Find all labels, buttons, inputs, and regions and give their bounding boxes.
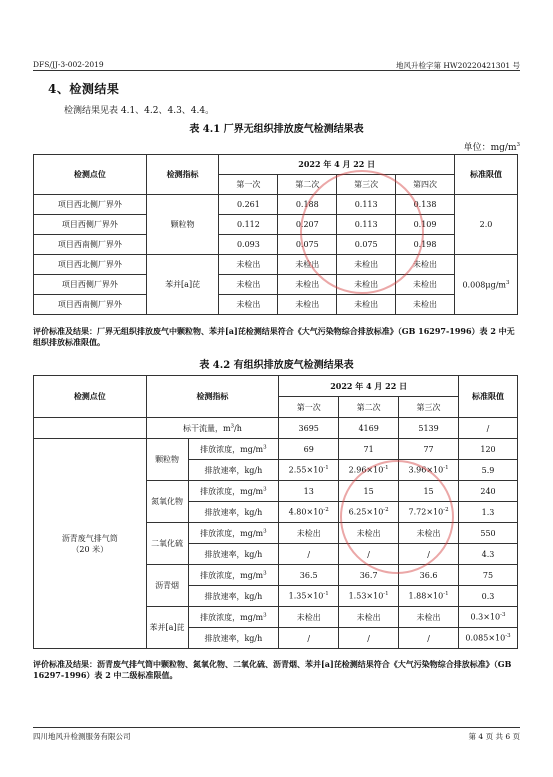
conc-label: 排放浓度，$mg/m^3$ bbox=[188, 565, 279, 586]
limit-cell: $0.085\times 10^{-3}$ bbox=[459, 628, 518, 649]
col-header-run: 第三次 bbox=[399, 397, 459, 418]
point-cell-blank bbox=[34, 418, 147, 439]
rate-label: 排放速率，kg/h bbox=[188, 586, 279, 607]
value-cell: 未检出 bbox=[219, 275, 278, 295]
value-cell: 0.109 bbox=[396, 215, 455, 235]
value-cell: 未检出 bbox=[337, 295, 396, 315]
rate-label: 排放速率，kg/h bbox=[188, 544, 279, 565]
limit-cell: / bbox=[459, 418, 518, 439]
col-header-point: 检测点位 bbox=[34, 376, 147, 418]
value-cell: $3.96\times 10^{-1}$ bbox=[399, 460, 459, 481]
value-cell: $1.53\times 10^{-1}$ bbox=[339, 586, 399, 607]
limit-cell: 75 bbox=[459, 565, 518, 586]
value-cell: 4169 bbox=[339, 418, 399, 439]
value-cell: 未检出 bbox=[337, 255, 396, 275]
value-cell: 未检出 bbox=[396, 255, 455, 275]
point-cell: 项目西南侧厂界外 bbox=[34, 295, 147, 315]
point-cell: 项目西侧厂界外 bbox=[34, 215, 147, 235]
inspection-seal bbox=[340, 460, 454, 574]
section-title: 4、检测结果 bbox=[48, 82, 120, 96]
value-cell: $2.55\times 10^{-1}$ bbox=[279, 460, 339, 481]
value-cell: $6.25\times 10^{-2}$ bbox=[339, 502, 399, 523]
value-cell: 未检出 bbox=[278, 255, 337, 275]
conc-label: 排放浓度，$mg/m^3$ bbox=[188, 523, 279, 544]
value-cell: 0.207 bbox=[278, 215, 337, 235]
col-header-run: 第二次 bbox=[278, 175, 337, 195]
value-cell: 未检出 bbox=[219, 295, 278, 315]
col-header-run: 第二次 bbox=[339, 397, 399, 418]
pollutant-cell: 二氧化硫 bbox=[146, 523, 188, 565]
conc-label: 排放浓度，$mg/m^3$ bbox=[188, 481, 279, 502]
value-cell: 未检出 bbox=[278, 275, 337, 295]
value-cell: / bbox=[399, 628, 459, 649]
value-cell: $1.88\times 10^{-1}$ bbox=[399, 586, 459, 607]
item-cell: 苯并[a]芘 bbox=[146, 255, 219, 315]
rate-label: 排放速率，kg/h bbox=[188, 460, 279, 481]
limit-cell: 4.3 bbox=[459, 544, 518, 565]
point-cell: 项目西北侧厂界外 bbox=[34, 195, 147, 215]
value-cell: 0.261 bbox=[219, 195, 278, 215]
value-cell: 未检出 bbox=[337, 275, 396, 295]
value-cell: / bbox=[279, 544, 339, 565]
col-header-date: 2022 年 4 月 22 日 bbox=[219, 155, 455, 175]
pollutant-cell: 颗粒物 bbox=[146, 439, 188, 481]
value-cell: 36.5 bbox=[279, 565, 339, 586]
limit-cell: 0.3 bbox=[459, 586, 518, 607]
evaluation-text-2: 评价标准及结果：沥青废气排气筒中颗粒物、氮氧化物、二氧化硫、沥青烟、苯并[a]芘检测结果符合《大气污染物综合排放标准》（GB 16297-1996）表 2 中二级标准限值。 bbox=[33, 659, 512, 680]
limit-cell: 120 bbox=[459, 439, 518, 460]
col-header-item: 检测指标 bbox=[146, 155, 219, 195]
header-rule bbox=[33, 70, 520, 71]
value-cell: 未检出 bbox=[399, 523, 459, 544]
value-cell: 15 bbox=[399, 481, 459, 502]
pollutant-cell: 苯并[a]芘 bbox=[146, 607, 188, 649]
limit-cell: 1.3 bbox=[459, 502, 518, 523]
value-cell: 13 bbox=[279, 481, 339, 502]
point-cell: 沥青废气排气筒 （20 米） bbox=[34, 439, 147, 649]
value-cell: 未检出 bbox=[279, 523, 339, 544]
limit-cell: 550 bbox=[459, 523, 518, 544]
value-cell: 15 bbox=[339, 481, 399, 502]
col-header-point: 检测点位 bbox=[34, 155, 147, 195]
evaluation-text-1: 评价标准及结果：厂界无组织排放废气中颗粒物、苯并[a]芘检测结果符合《大气污染物综合排放标准》（GB 16297-1996）表 2 中无组织排放标准限值。 bbox=[33, 326, 515, 347]
value-cell: 0.075 bbox=[337, 235, 396, 255]
value-cell: $1.35\times 10^{-1}$ bbox=[279, 586, 339, 607]
value-cell: / bbox=[339, 544, 399, 565]
limit-cell: 240 bbox=[459, 481, 518, 502]
value-cell: / bbox=[279, 628, 339, 649]
value-cell: 0.113 bbox=[337, 195, 396, 215]
company-name: 四川地风升检测服务有限公司 bbox=[33, 732, 131, 741]
limit-cell: $0.3\times 10^{-3}$ bbox=[459, 607, 518, 628]
table2-caption: 表 4.2 有组织排放废气检测结果表 bbox=[199, 360, 354, 371]
intro-text: 检测结果见表 4.1、4.2、4.3、4.4。 bbox=[64, 106, 215, 116]
pollutant-cell: 氮氧化物 bbox=[146, 481, 188, 523]
value-cell: $7.72\times 10^{-2}$ bbox=[399, 502, 459, 523]
limit-cell: $0.008\mu g/m^3$ bbox=[454, 255, 517, 315]
page-number: 第 4 页 共 6 页 bbox=[468, 732, 520, 741]
point-cell: 项目西侧厂界外 bbox=[34, 275, 147, 295]
conc-label: 排放浓度，$mg/m^3$ bbox=[188, 607, 279, 628]
rate-label: 排放速率，kg/h bbox=[188, 502, 279, 523]
value-cell: 0.075 bbox=[278, 235, 337, 255]
value-cell: 0.112 bbox=[219, 215, 278, 235]
value-cell: 5139 bbox=[399, 418, 459, 439]
value-cell: 未检出 bbox=[219, 255, 278, 275]
value-cell: 0.138 bbox=[396, 195, 455, 215]
value-cell: 71 bbox=[339, 439, 399, 460]
value-cell: 未检出 bbox=[399, 607, 459, 628]
value-cell: 未检出 bbox=[339, 607, 399, 628]
pollutant-cell: 沥青烟 bbox=[146, 565, 188, 607]
point-cell: 项目西南侧厂界外 bbox=[34, 235, 147, 255]
value-cell: 未检出 bbox=[396, 295, 455, 315]
value-cell: / bbox=[339, 628, 399, 649]
flow-label: 标干流量，$m^3/h$ bbox=[146, 418, 279, 439]
value-cell: $2.96\times 10^{-1}$ bbox=[339, 460, 399, 481]
col-header-run: 第三次 bbox=[337, 175, 396, 195]
value-cell: / bbox=[399, 544, 459, 565]
conc-label: 排放浓度，$mg/m^3$ bbox=[188, 439, 279, 460]
col-header-run: 第一次 bbox=[279, 397, 339, 418]
col-header-limit: 标准限值 bbox=[454, 155, 517, 195]
limit-cell: 5.9 bbox=[459, 460, 518, 481]
col-header-item: 检测指标 bbox=[146, 376, 279, 418]
value-cell: 0.093 bbox=[219, 235, 278, 255]
col-header-run: 第四次 bbox=[396, 175, 455, 195]
col-header-run: 第一次 bbox=[219, 175, 278, 195]
inspection-seal bbox=[300, 170, 424, 294]
value-cell: 未检出 bbox=[278, 295, 337, 315]
table1-unit: 单位：$mg/m^3$ bbox=[463, 142, 520, 153]
col-header-limit: 标准限值 bbox=[459, 376, 518, 418]
value-cell: 36.7 bbox=[339, 565, 399, 586]
value-cell: 69 bbox=[279, 439, 339, 460]
value-cell: 36.6 bbox=[399, 565, 459, 586]
value-cell: 77 bbox=[399, 439, 459, 460]
value-cell: 0.113 bbox=[337, 215, 396, 235]
value-cell: 未检出 bbox=[339, 523, 399, 544]
col-header-date: 2022 年 4 月 22 日 bbox=[279, 376, 459, 397]
point-cell: 项目西北侧厂界外 bbox=[34, 255, 147, 275]
value-cell: 0.198 bbox=[396, 235, 455, 255]
item-cell: 颗粒物 bbox=[146, 195, 219, 255]
value-cell: $4.80\times 10^{-2}$ bbox=[279, 502, 339, 523]
value-cell: 未检出 bbox=[396, 275, 455, 295]
value-cell: 0.188 bbox=[278, 195, 337, 215]
rate-label: 排放速率，kg/h bbox=[188, 628, 279, 649]
fugitive-emission-table bbox=[33, 154, 518, 315]
value-cell: 3695 bbox=[279, 418, 339, 439]
table1-caption: 表 4.1 厂界无组织排放废气检测结果表 bbox=[189, 124, 364, 135]
limit-cell: 2.0 bbox=[454, 195, 517, 255]
report-number: 地风升检字第 HW20220421301 号 bbox=[395, 61, 520, 70]
value-cell: 未检出 bbox=[279, 607, 339, 628]
doc-code: DFS/JJ-3-002-2019 bbox=[33, 60, 104, 69]
footer-rule bbox=[33, 727, 520, 728]
